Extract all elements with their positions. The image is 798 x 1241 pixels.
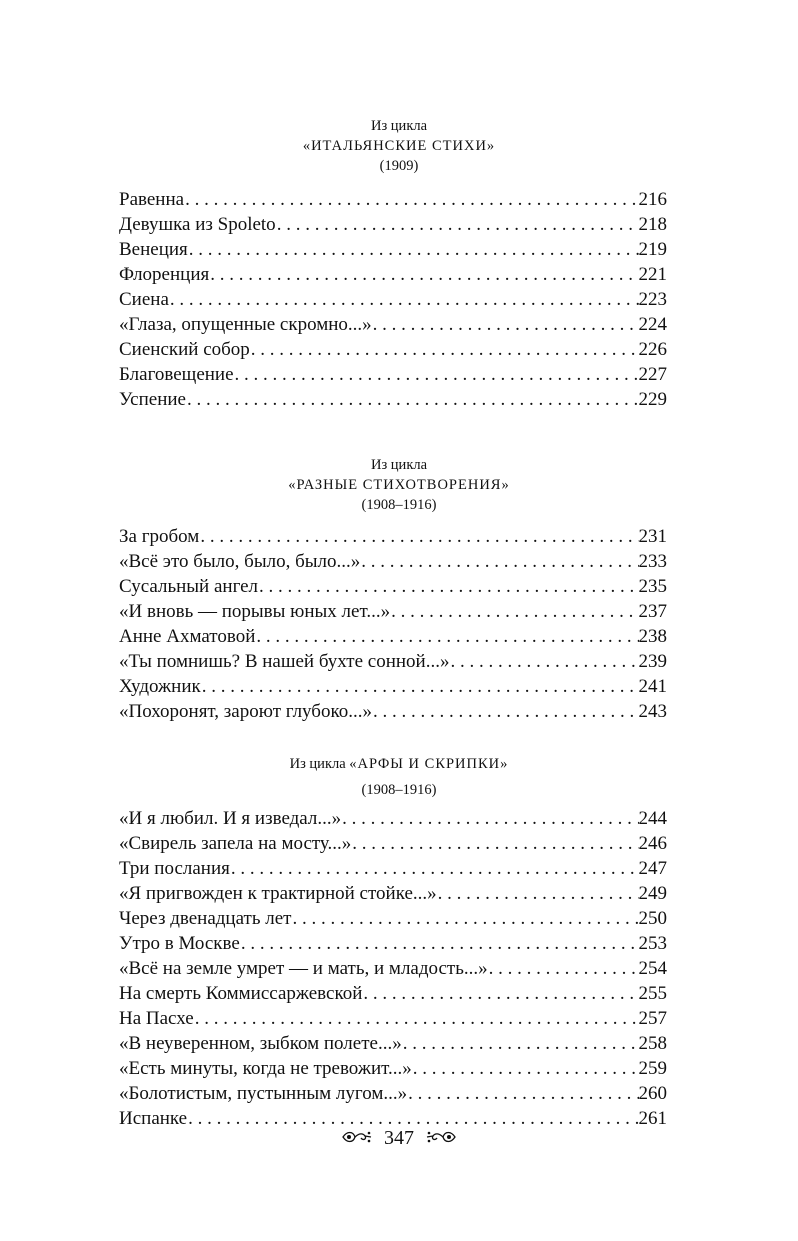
toc-entry-title: «Похоронят, зароют глубоко...» [119, 701, 372, 722]
toc-entry [119, 237, 667, 262]
toc-entry [119, 574, 667, 599]
floral-ornament-icon [341, 1125, 373, 1153]
toc-entry [119, 1006, 667, 1031]
toc-entry [119, 856, 667, 881]
toc-entry-title: Равенна [119, 189, 185, 210]
dot-leader [199, 524, 638, 549]
dot-leader [412, 1056, 639, 1081]
toc-entry-page: 216 [638, 189, 667, 210]
toc-entry-title: «В неуверенном, зыбком полете...» [119, 1033, 402, 1054]
toc-entry-title: На смерть Коммиссаржевской [119, 983, 363, 1004]
section-heading-italian [0, 116, 798, 176]
toc-entry-page: 257 [638, 1008, 667, 1029]
toc-entry [119, 906, 667, 931]
dot-leader [360, 549, 638, 574]
toc-entry-title: Сиенский собор [119, 339, 250, 360]
page-folio [0, 1124, 798, 1153]
section-title: «РАЗНЫЕ СТИХОТВОРЕНИЯ» [288, 477, 510, 493]
toc-entry [119, 831, 667, 856]
dot-leader [250, 337, 639, 362]
toc-entry [119, 806, 667, 831]
toc-entry-page: 260 [638, 1083, 667, 1104]
toc-list-various [119, 524, 667, 724]
toc-entry [119, 312, 667, 337]
dot-leader [372, 699, 639, 724]
toc-entry-title: Анне Ахматовой [119, 626, 256, 647]
toc-entry-page: 231 [638, 526, 667, 547]
dot-leader [351, 831, 638, 856]
toc-entry-page: 243 [638, 701, 667, 722]
toc-entry [119, 187, 667, 212]
toc-entry [119, 1031, 667, 1056]
toc-entry-page: 219 [638, 239, 667, 260]
toc-entry [119, 881, 667, 906]
toc-entry-title: «Я пригвожден к трактирной стойке...» [119, 883, 437, 904]
toc-entry [119, 674, 667, 699]
toc-entry [119, 387, 667, 412]
toc-entry [119, 337, 667, 362]
toc-entry-page: 223 [638, 289, 667, 310]
section-years: (1908–1916) [361, 782, 437, 798]
toc-entry-title: Сиена [119, 289, 169, 310]
dot-leader [230, 856, 639, 881]
section-years: (1909) [379, 158, 419, 174]
toc-entry-page: 233 [638, 551, 667, 572]
section-prefix: Из цикла [370, 118, 428, 134]
toc-entry [119, 212, 667, 237]
dot-leader [437, 881, 639, 906]
toc-entry [119, 524, 667, 549]
toc-entry-page: 237 [638, 601, 667, 622]
toc-entry-title: Испанке [119, 1108, 188, 1129]
toc-entry-title: Три послания [119, 858, 230, 879]
dot-leader [255, 624, 638, 649]
toc-entry-page: 227 [638, 364, 667, 385]
dot-leader [194, 1006, 639, 1031]
toc-entry-title: «И я любил. И я изведал...» [119, 808, 342, 829]
toc-entry-page: 249 [638, 883, 667, 904]
toc-entry-page: 235 [638, 576, 667, 597]
toc-entry-page: 244 [638, 808, 667, 829]
toc-entry-title: «Всё на земле умрет — и мать, и младость...» [119, 958, 488, 979]
toc-entry-page: 226 [638, 339, 667, 360]
section-title-line [0, 754, 798, 774]
floral-ornament-icon [425, 1125, 457, 1153]
dot-leader [407, 1081, 638, 1106]
section-title: «ИТАЛЬЯНСКИЕ СТИХИ» [302, 138, 496, 154]
section-title: «АРФЫ И СКРИПКИ» [349, 756, 509, 772]
dot-leader [402, 1031, 639, 1056]
toc-entry-title: «Всё это было, было, было...» [119, 551, 361, 572]
page-number: 347 [384, 1127, 414, 1149]
toc-entry-page: 246 [638, 833, 667, 854]
toc-entry-title: Утро в Москве [119, 933, 240, 954]
section-heading-harps [0, 754, 798, 800]
toc-entry-page: 259 [638, 1058, 667, 1079]
toc-entry-page: 253 [638, 933, 667, 954]
toc-entry [119, 287, 667, 312]
toc-entry-title: «Есть минуты, когда не тревожит...» [119, 1058, 412, 1079]
toc-list-italian [119, 187, 667, 412]
dot-leader [291, 906, 638, 931]
toc-entry-page: 239 [638, 651, 667, 672]
toc-list-harps [119, 806, 667, 1131]
toc-entry [119, 624, 667, 649]
toc-entry-title: «И вновь — порывы юных лет...» [119, 601, 391, 622]
toc-entry-page: 261 [638, 1108, 667, 1129]
dot-leader [362, 981, 638, 1006]
toc-entry [119, 981, 667, 1006]
toc-entry [119, 362, 667, 387]
toc-entry [119, 699, 667, 724]
toc-entry-title: Через двенадцать лет [119, 908, 292, 929]
toc-entry-page: 238 [638, 626, 667, 647]
dot-leader [258, 574, 638, 599]
toc-entry-page: 229 [638, 389, 667, 410]
toc-entry [119, 599, 667, 624]
toc-entry-title: Сусальный ангел [119, 576, 259, 597]
dot-leader [201, 674, 639, 699]
dot-leader [449, 649, 638, 674]
toc-entry-page: 258 [638, 1033, 667, 1054]
toc-entry [119, 649, 667, 674]
section-prefix: Из цикла [289, 756, 346, 772]
section-prefix: Из цикла [370, 457, 428, 473]
toc-entry-title: Девушка из Spoleto [119, 214, 276, 235]
toc-entry [119, 1056, 667, 1081]
toc-entry-page: 218 [638, 214, 667, 235]
toc-entry-title: «Болотистым, пустынным лугом...» [119, 1083, 408, 1104]
toc-entry-page: 254 [638, 958, 667, 979]
toc-entry [119, 549, 667, 574]
dot-leader [488, 956, 639, 981]
dot-leader [186, 387, 639, 412]
toc-entry-page: 224 [638, 314, 667, 335]
dot-leader [169, 287, 639, 312]
dot-leader [341, 806, 638, 831]
toc-entry [119, 1081, 667, 1106]
toc-entry-page: 250 [638, 908, 667, 929]
dot-leader [276, 212, 639, 237]
section-heading-various [0, 455, 798, 515]
section-years: (1908–1916) [361, 497, 437, 513]
toc-entry-title: «Ты помнишь? В нашей бухте сонной...» [119, 651, 450, 672]
toc-entry-page: 241 [638, 676, 667, 697]
toc-entry-page: 247 [638, 858, 667, 879]
toc-entry-title: «Глаза, опущенные скромно...» [119, 314, 372, 335]
dot-leader [372, 312, 639, 337]
toc-entry-title: За гробом [119, 526, 200, 547]
toc-entry-title: Успение [119, 389, 186, 410]
toc-entry-title: На Пасхе [119, 1008, 194, 1029]
toc-entry-title: «Свирель запела на мосту...» [119, 833, 352, 854]
dot-leader [209, 262, 638, 287]
dot-leader [234, 362, 639, 387]
dot-leader [188, 237, 639, 262]
toc-entry [119, 956, 667, 981]
toc-entry [119, 262, 667, 287]
dot-leader [240, 931, 639, 956]
toc-entry-title: Благовещение [119, 364, 234, 385]
toc-entry-title: Венеция [119, 239, 188, 260]
dot-leader [390, 599, 638, 624]
dot-leader [184, 187, 638, 212]
toc-entry-title: Художник [119, 676, 201, 697]
toc-entry [119, 931, 667, 956]
toc-entry-page: 255 [638, 983, 667, 1004]
toc-entry-page: 221 [638, 264, 667, 285]
toc-entry-title: Флоренция [119, 264, 210, 285]
